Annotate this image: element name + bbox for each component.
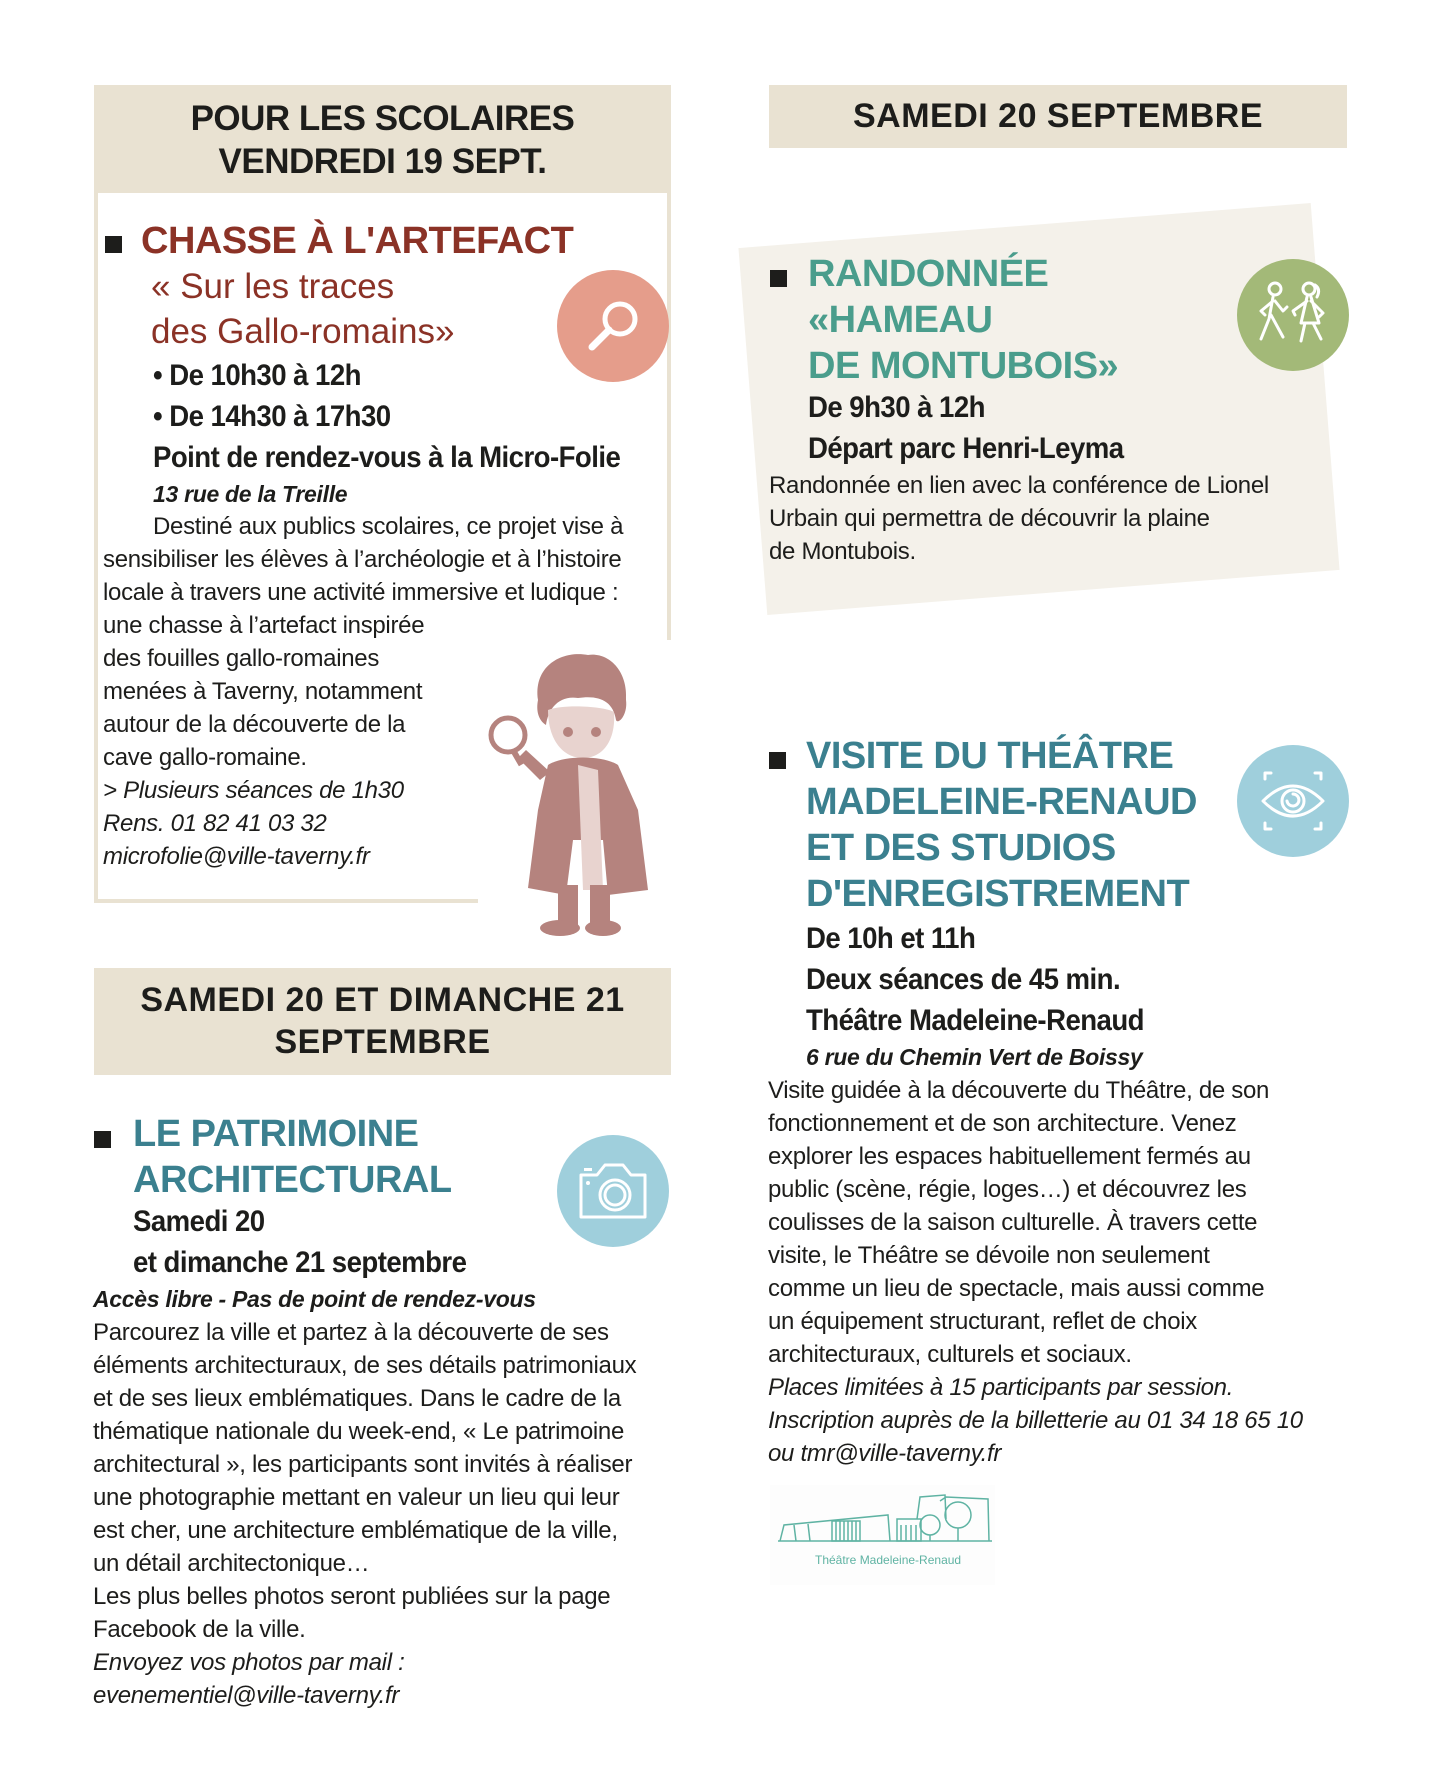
randonnee-desc-line: de Montubois. (769, 538, 916, 565)
chasse-desc-line: des fouilles gallo-romaines (103, 645, 380, 672)
patrimoine-desc-line: architectural », les participants sont invités à réaliser (93, 1451, 633, 1478)
theatre-desc-line: Visite guidée à la découverte du Théâtre, de son (768, 1077, 1270, 1104)
patrimoine-desc-line: une photographie mettant en valeur un lieu qui leur (93, 1484, 620, 1511)
theatre-places: Places limitées à 15 participants par session. (768, 1374, 1234, 1401)
patrimoine-date-line1: Samedi 20 (133, 1205, 265, 1238)
patrimoine-desc-line: Facebook de la ville. (93, 1616, 306, 1643)
theatre-time: De 10h et 11h (806, 922, 976, 955)
patrimoine-desc-line: Les plus belles photos seront publiées sur la page (93, 1583, 611, 1610)
patrimoine-desc-line: est cher, une architecture emblématique de la ville, (93, 1517, 618, 1544)
theatre-title-line4: D'ENREGISTREMENT (806, 873, 1190, 915)
magnifier-icon (557, 270, 669, 382)
scolaires-header-line1: POUR LES SCOLAIRES (190, 99, 575, 138)
chasse-time2: • De 14h30 à 17h30 (153, 400, 391, 433)
theatre-logo-text: Théâtre Madeleine-Renaud (815, 1553, 962, 1567)
bullet-square (105, 236, 122, 253)
patrimoine-title-line1: LE PATRIMOINE (133, 1113, 419, 1155)
chasse-desc-line: une chasse à l’artefact inspirée (103, 612, 425, 639)
eye-icon (1237, 745, 1349, 857)
chasse-desc-line: autour de la découverte de la (103, 711, 406, 738)
theatre-sessions: Deux séances de 45 min. (806, 963, 1121, 996)
patrimoine-desc-line: Parcourez la ville et partez à la découverte de ses (93, 1319, 609, 1346)
theatre-venue: Théâtre Madeleine-Renaud (806, 1004, 1144, 1037)
theatre-email: ou tmr@ville-taverny.fr (768, 1440, 1002, 1467)
bullet-square (769, 752, 786, 769)
theatre-desc-line: fonctionnement et de son architecture. Venez (768, 1110, 1237, 1137)
theatre-title-line2: MADELEINE-RENAUD (806, 781, 1197, 823)
chasse-desc-line: menées à Taverny, notamment (103, 678, 423, 705)
theatre-inscription: Inscription auprès de la billetterie au 01 34 18 65 10 (768, 1407, 1303, 1434)
chasse-desc-line: Destiné aux publics scolaires, ce projet vise à (153, 513, 624, 540)
patrimoine-desc-line: un détail architectonique… (93, 1550, 370, 1577)
chasse-desc-line: sensibiliser les élèves à l’archéologie et à l’histoire (103, 546, 622, 573)
bullet-square (94, 1131, 111, 1148)
chasse-sessions: > Plusieurs séances de 1h30 (103, 777, 404, 804)
chasse-time1: • De 10h30 à 12h (153, 359, 361, 392)
chasse-subtitle-line1: « Sur les traces (151, 267, 395, 306)
samedi-header: SAMEDI 20 SEPTEMBRE (769, 85, 1347, 148)
randonnee-desc-line: Randonnée en lien avec la conférence de Lionel (769, 472, 1269, 499)
theatre-desc-line: public (scène, régie, loges…) et découvrez les (768, 1176, 1247, 1203)
chasse-address: 13 rue de la Treille (153, 481, 348, 507)
weekend-header-line2: SEPTEMBRE (274, 1023, 491, 1061)
patrimoine-access: Accès libre - Pas de point de rendez-vous (93, 1286, 536, 1312)
chasse-meeting-point: Point de rendez-vous à la Micro-Folie (153, 441, 621, 474)
chasse-title: CHASSE À L'ARTEFACT (141, 220, 574, 262)
patrimoine-title-line2: ARCHITECTURAL (133, 1159, 452, 1201)
camera-icon (557, 1135, 669, 1247)
randonnee-time: De 9h30 à 12h (808, 391, 985, 424)
patrimoine-desc-line: éléments architecturaux, de ses détails patrimoniaux (93, 1352, 637, 1379)
bullet-square (770, 270, 787, 287)
boy-detective-illustration (478, 640, 678, 940)
chasse-email: microfolie@ville-taverny.fr (103, 843, 370, 870)
randonnee-departure: Départ parc Henri-Leyma (808, 432, 1124, 465)
patrimoine-desc-line: thématique nationale du week-end, « Le patrimoine (93, 1418, 624, 1445)
theatre-desc-line: explorer les espaces habituellement fermés au (768, 1143, 1251, 1170)
chasse-phone: Rens. 01 82 41 03 32 (103, 810, 327, 837)
patrimoine-date-line2: et dimanche 21 septembre (133, 1246, 467, 1279)
theatre-title-line3: ET DES STUDIOS (806, 827, 1116, 869)
scolaires-header-line2: VENDREDI 19 SEPT. (218, 142, 547, 181)
theatre-address: 6 rue du Chemin Vert de Boissy (806, 1044, 1143, 1070)
randonnee-title-line3: DE MONTUBOIS» (808, 345, 1119, 387)
randonnee-title-line1: RANDONNÉE (808, 253, 1049, 295)
patrimoine-desc-line: et de ses lieux emblématiques. Dans le cadre de la (93, 1385, 621, 1412)
patrimoine-email: evenementiel@ville-taverny.fr (93, 1682, 400, 1709)
theatre-title-line1: VISITE DU THÉÂTRE (806, 735, 1174, 777)
chasse-desc-line: locale à travers une activité immersive et ludique : (103, 579, 619, 606)
patrimoine-send-label: Envoyez vos photos par mail : (93, 1649, 405, 1676)
theatre-desc-line: coulisses de la saison culturelle. À travers cette (768, 1209, 1258, 1236)
weekend-header (94, 968, 671, 1075)
theatre-desc-line: comme un lieu de spectacle, mais aussi comme (768, 1275, 1265, 1302)
theatre-desc-line: un équipement structurant, reflet de choix (768, 1308, 1197, 1335)
chasse-subtitle-line2: des Gallo-romains» (151, 312, 455, 351)
walkers-icon (1237, 259, 1349, 371)
theatre-desc-line: architecturaux, culturels et sociaux. (768, 1341, 1132, 1368)
theatre-desc-line: visite, le Théâtre se dévoile non seulement (768, 1242, 1210, 1269)
scolaires-header (94, 85, 671, 193)
randonnee-title-line2: «HAMEAU (808, 299, 993, 341)
theatre-logo (770, 1485, 995, 1585)
weekend-header-line1: SAMEDI 20 ET DIMANCHE 21 (140, 981, 625, 1019)
chasse-desc-line: cave gallo-romaine. (103, 744, 307, 771)
randonnee-desc-line: Urbain qui permettra de découvrir la plaine (769, 505, 1210, 532)
